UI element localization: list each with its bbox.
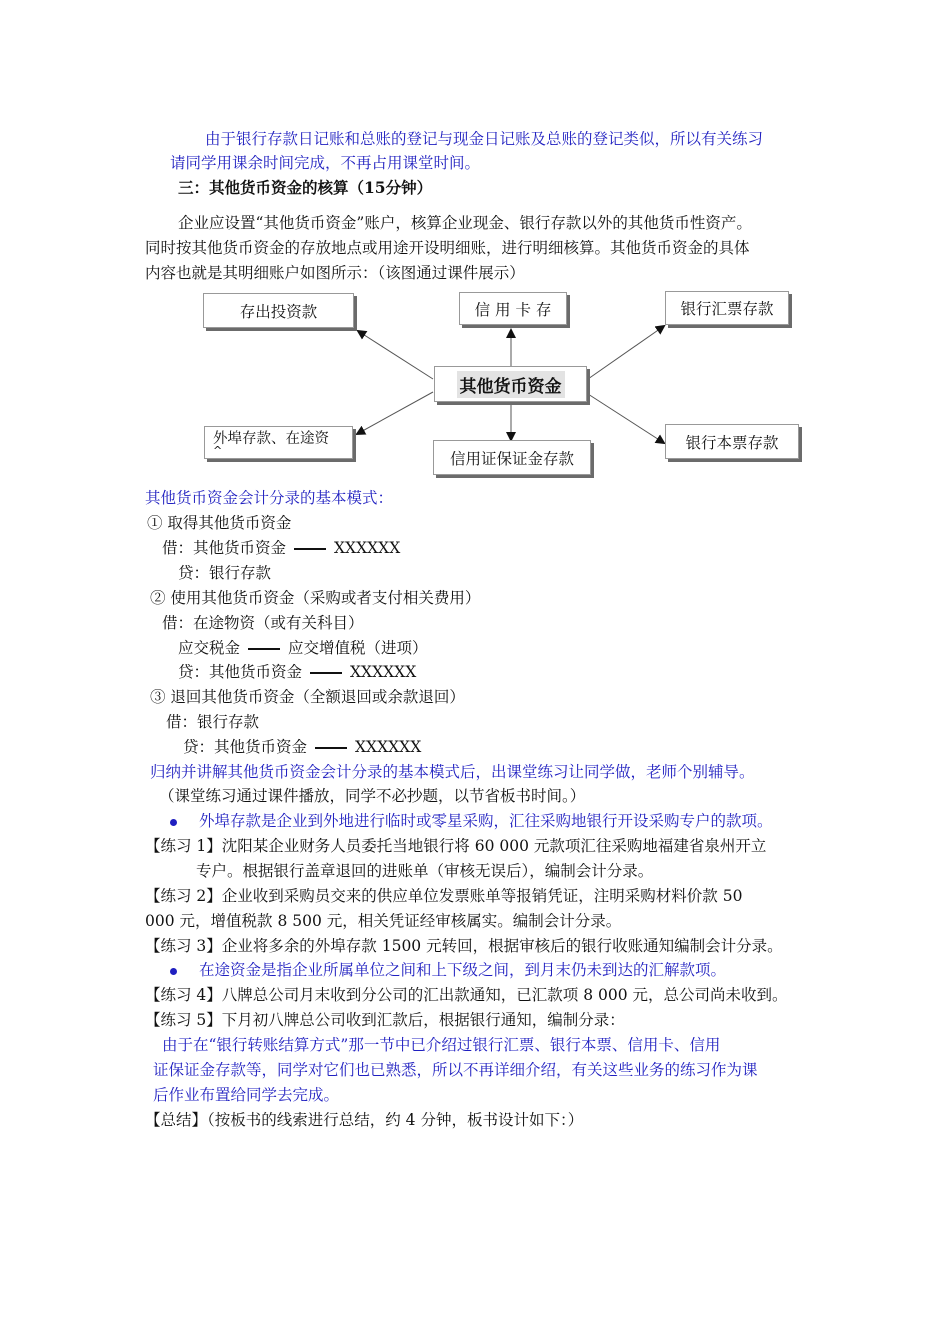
closing-line-1: 由于在“银行转账结算方式”那一节中已介绍过银行汇票、银行本票、信用卡、信用 bbox=[162, 1036, 721, 1054]
closing-line-3: 后作业布置给同学去完成。 bbox=[153, 1086, 340, 1104]
exercise-3: 【练习 3】企业将多余的外埠存款 1500 元转回，根据审核后的银行收账通知编制会计分录。 bbox=[145, 937, 783, 955]
body-line-2: 同时按其他货币资金的存放地点或用途开设明细账，进行明细核算。其他货币资金的具体 bbox=[145, 239, 750, 257]
intro-line-2: 请同学用课余时间完成，不再占用课堂时间。 bbox=[170, 154, 481, 172]
entry-2-title: ② 使用其他货币资金（采购或者支付相关费用） bbox=[150, 589, 481, 607]
box-bank-draft: 银行汇票存款 bbox=[665, 291, 789, 325]
bullet-dot-icon bbox=[170, 819, 177, 826]
diagram-connectors bbox=[0, 0, 950, 500]
box-letter-of-credit-deposit: 信用证保证金存款 bbox=[433, 440, 591, 475]
box-cashier-cheque: 银行本票存款 bbox=[665, 424, 799, 459]
entry-3-credit: 贷：其他货币资金 XXXXXX bbox=[183, 738, 422, 756]
entry-3-debit: 借：银行存款 bbox=[166, 713, 260, 731]
arrow-bottom-left bbox=[357, 392, 433, 434]
entry-3-title: ③ 退回其他货币资金（全额退回或余款退回） bbox=[150, 688, 465, 706]
entries-heading: 其他货币资金会计分录的基本模式： bbox=[145, 489, 394, 507]
entry-2-debit: 借：在途物资（或有关科目） bbox=[162, 614, 364, 632]
summary-note: 归纳并讲解其他货币资金会计分录的基本模式后，出课堂练习让同学做，老师个别辅导。 bbox=[150, 763, 755, 781]
exercise-2-line-2: 000 元，增值税款 8 500 元，相关凭证经审核属实。编制会计分录。 bbox=[145, 912, 622, 930]
exercise-1-line-2: 专户。根据银行盖章退回的进账单（审核无误后），编制会计分录。 bbox=[196, 862, 654, 880]
arrow-bottom-right bbox=[588, 394, 664, 443]
body-line-3: 内容也就是其明细账户如图所示：（该图通过课件展示） bbox=[145, 264, 525, 282]
entry-1-debit: 借：其他货币资金 XXXXXX bbox=[162, 539, 401, 557]
closing-line-2: 证保证金存款等，同学对它们也已熟悉，所以不再详细介绍，有关这些业务的练习作为课 bbox=[153, 1061, 758, 1079]
entry-2-tax: 应交税金 应交增值税（进项） bbox=[178, 639, 428, 657]
arrow-top-right bbox=[588, 326, 664, 379]
exercise-2-line-1: 【练习 2】企业收到采购员交来的供应单位发票账单等报销凭证，注明采购材料价款 50 bbox=[145, 887, 743, 905]
bullet-out-of-town: 外埠存款是企业到外地进行临时或零星采购，汇往采购地银行开设采购专户的款项。 bbox=[170, 811, 773, 831]
entry-1-credit: 贷：银行存款 bbox=[178, 564, 272, 582]
body-line-1: 企业应设置“其他货币资金”账户，核算企业现金、银行存款以外的其他货币性资产。 bbox=[178, 214, 752, 232]
exercise-4: 【练习 4】八牌总公司月末收到分公司的汇出款通知，已汇款项 8 000 元，总公司尚未收到。 bbox=[145, 986, 788, 1004]
paren-note: （课堂练习通过课件播放，同学不必抄题，以节省板书时间。） bbox=[159, 787, 586, 805]
arrow-top-left bbox=[358, 331, 433, 379]
bullet-in-transit: 在途资金是指企业所属单位之间和上下级之间，到月末仍未到达的汇解款项。 bbox=[170, 960, 726, 980]
exercise-1-line-1: 【练习 1】沈阳某企业财务人员委托当地银行将 60 000 元款项汇往采购地福建省泉州开立 bbox=[145, 837, 767, 855]
bullet-dot-icon bbox=[170, 968, 177, 975]
box-other-monetary-funds: 其他货币资金 bbox=[434, 366, 587, 402]
intro-line-1: 由于银行存款日记账和总账的登记与现金日记账及总账的登记类似，所以有关练习 bbox=[205, 130, 764, 148]
entry-1-title: ① 取得其他货币资金 bbox=[147, 514, 292, 532]
exercise-5: 【练习 5】下月初八牌总公司收到汇款后，根据银行通知，编制分录： bbox=[145, 1011, 625, 1029]
box-credit-card: 信 用 卡 存 bbox=[459, 292, 567, 325]
entry-2-credit: 贷：其他货币资金 XXXXXX bbox=[178, 663, 417, 681]
section-title: 三：其他货币资金的核算（15分钟） bbox=[178, 178, 433, 197]
box-deposit-investment: 存出投资款 bbox=[203, 293, 354, 328]
conclusion: 【总结】（按板书的线索进行总结，约 4 分钟，板书设计如下：） bbox=[145, 1111, 584, 1129]
box-out-of-town-deposit: 外埠存款、在途资 ^ bbox=[204, 426, 353, 459]
